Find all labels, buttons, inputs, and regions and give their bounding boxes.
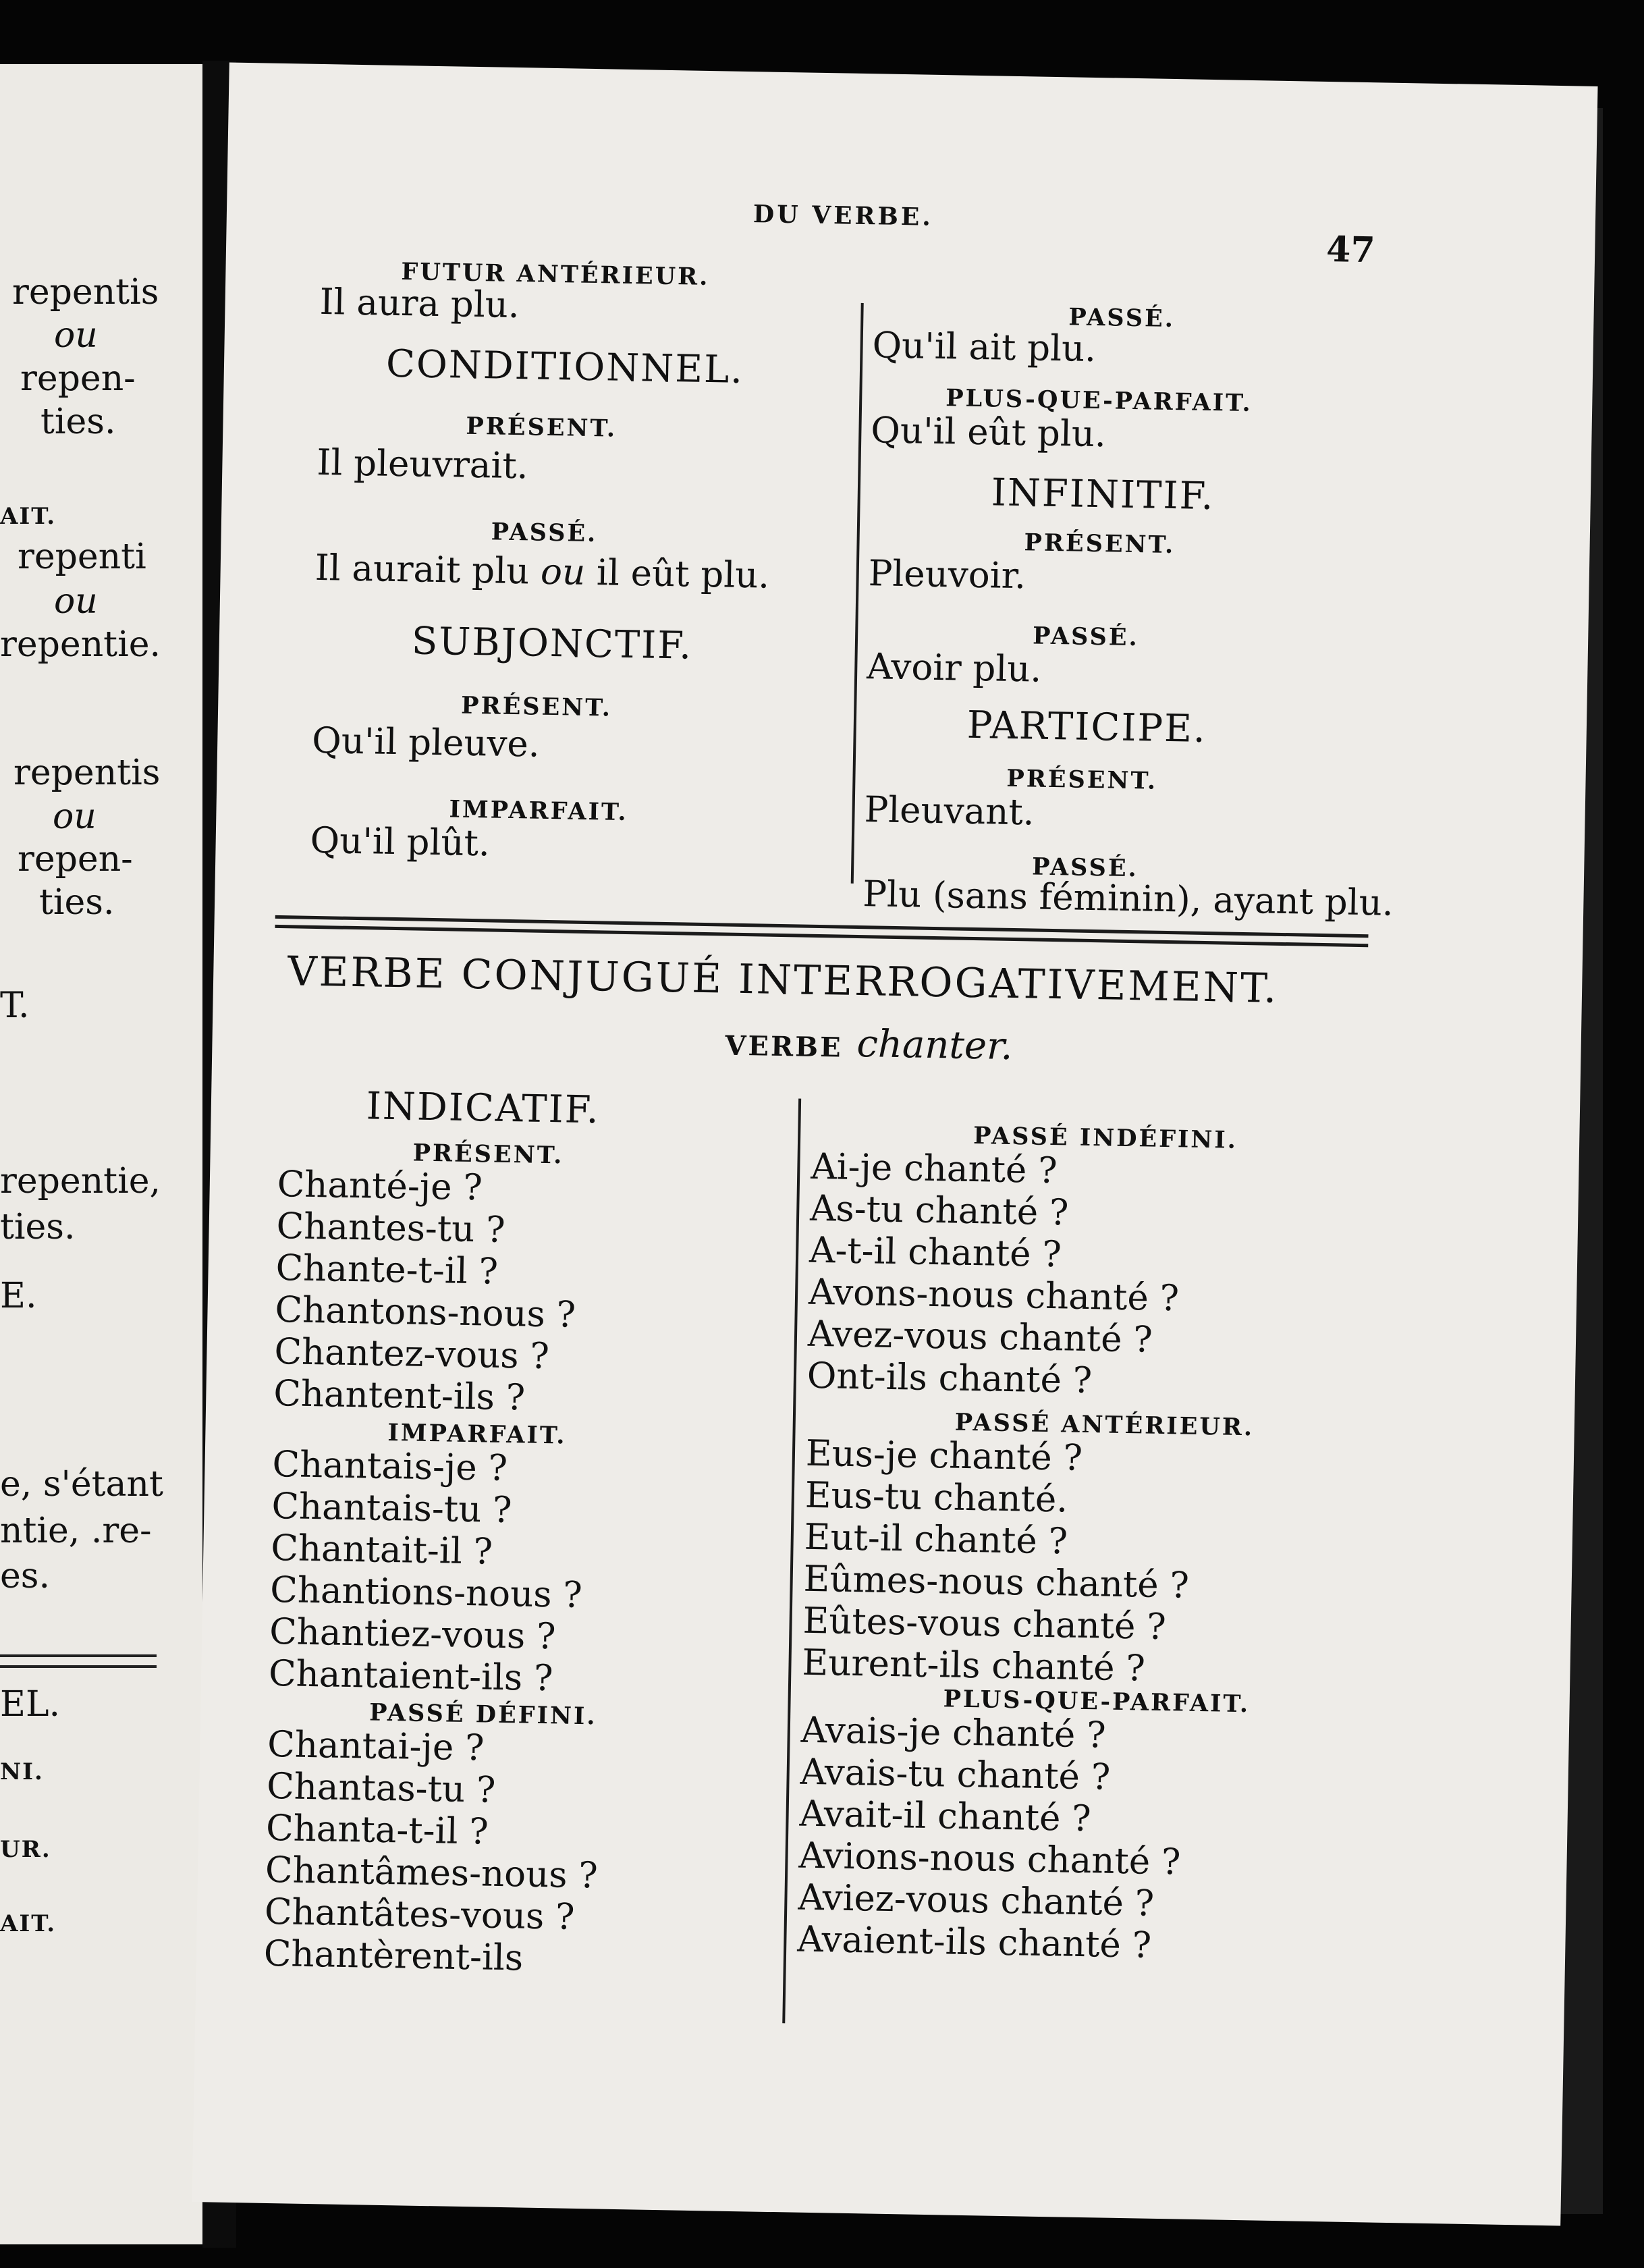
conjugation-line: Chantaient-ils ? (268, 1652, 553, 1700)
subjonctif-present-heading: PRÉSENT. (460, 691, 613, 722)
conjugation-line: Aviez-vous chanté ? (797, 1877, 1155, 1924)
conjugation-line: Chantai-je ? (267, 1723, 485, 1769)
left-line: ou (53, 796, 97, 837)
conjugation-line: Chantent-ils ? (273, 1372, 526, 1419)
conjugation-line: Chantait-il ? (270, 1527, 493, 1573)
page-number: 47 (1325, 228, 1376, 271)
left-line: AIT. (0, 503, 57, 530)
conditionnel-present-line: Il pleuvrait. (316, 441, 529, 487)
conjugation-line: Chantez-vous ? (273, 1331, 550, 1378)
left-line: es. (0, 1556, 50, 1596)
infinitif-present-heading: PRÉSENT. (1024, 529, 1176, 560)
conditionnel-passe-heading: PASSÉ. (491, 518, 598, 548)
indicatif-heading: INDICATIF. (366, 1084, 601, 1133)
conjugation-line: Avais-je chanté ? (800, 1709, 1107, 1756)
conjugation-line: Eut-il chanté ? (804, 1516, 1068, 1563)
left-line: ou (54, 581, 98, 622)
participe-heading: PARTICIPE. (966, 703, 1207, 751)
conjugation-line: Ont-ils chanté ? (806, 1355, 1093, 1402)
conjugation-line: Avais-tu chanté ? (800, 1751, 1111, 1798)
section-title: VERBE CONJUGUÉ INTERROGATIVEMENT. (287, 948, 1279, 1013)
participe-present-line: Pleuvant. (864, 789, 1035, 834)
futur-anterieur-heading: FUTUR ANTÉRIEUR. (401, 258, 710, 292)
conjugation-line: Chantions-nous ? (269, 1569, 583, 1617)
conjugation-line: Chantâtes-vous ? (264, 1891, 576, 1938)
left-line: ties. (40, 402, 116, 442)
left-line: ou (54, 315, 98, 356)
conjugation-line: Avons-nous chanté ? (808, 1271, 1180, 1320)
subjonctif-present-line: Qu'il pleuve. (311, 720, 541, 765)
column-divider (851, 303, 864, 884)
pqp-heading: PLUS-QUE-PARFAIT. (945, 384, 1253, 418)
subjonctif-heading: SUBJONCTIF. (411, 619, 693, 668)
left-line: AIT. (0, 1910, 57, 1937)
conjugation-line: As-tu chanté ? (809, 1187, 1069, 1234)
left-line: UR. (0, 1836, 51, 1863)
passe-anterieur-list (802, 1433, 1192, 1691)
left-divider (0, 1654, 157, 1657)
left-line: repenti (18, 537, 146, 577)
conjugation-line: Chanta-t-il ? (265, 1807, 489, 1853)
conjugation-line: Chantais-je ? (272, 1443, 508, 1490)
left-line: repentie. (0, 624, 161, 665)
conjugation-line: Avions-nous chanté ? (798, 1835, 1181, 1883)
imparfait-indicatif-heading: IMPARFAIT. (387, 1418, 567, 1450)
passe-defini-heading: PASSÉ DÉFINI. (368, 1698, 597, 1731)
conjugation-line: Ai-je chanté ? (810, 1145, 1058, 1192)
conjugation-line: Chante-t-il ? (275, 1247, 499, 1293)
passe-anterieur-heading: PASSÉ ANTÉRIEUR. (954, 1408, 1255, 1442)
conjugation-line: Chantais-tu ? (271, 1485, 513, 1532)
conjugation-line: Chantas-tu ? (266, 1765, 496, 1811)
participe-present-heading: PRÉSENT. (1006, 764, 1158, 795)
conjugation-line: Chantiez-vous ? (269, 1611, 557, 1658)
conditionnel-heading: CONDITIONNEL. (385, 342, 744, 392)
participe-passe-line: Plu (sans féminin), ayant plu. (862, 873, 1394, 924)
passe-indefini-heading: PASSÉ INDÉFINI. (972, 1122, 1238, 1154)
left-line: T. (0, 986, 30, 1026)
imparfait-heading: IMPARFAIT. (449, 795, 629, 827)
left-line: repen- (18, 839, 133, 880)
main-page (192, 63, 1597, 2226)
pqp-list (797, 1710, 1183, 1968)
conjugation-line: Eurent-ils chanté ? (802, 1642, 1146, 1690)
passe-indefini-list (806, 1146, 1181, 1404)
participe-passe-heading: PASSÉ. (1031, 853, 1139, 883)
indicatif-present-heading: PRÉSENT. (412, 1139, 564, 1170)
infinitif-heading: INFINITIF. (991, 470, 1215, 519)
conjugation-line: Chanté-je ? (277, 1164, 483, 1209)
infinitif-passe-heading: PASSÉ. (1032, 622, 1140, 652)
conditionnel-present-heading: PRÉSENT. (466, 412, 618, 443)
left-line: e, s'étant (0, 1464, 163, 1505)
subj-passe-heading: PASSÉ. (1068, 303, 1176, 333)
conjugation-line: Eus-je chanté ? (805, 1432, 1083, 1479)
conjugation-line: Chantèrent-ils (263, 1933, 524, 1979)
left-line: NI. (0, 1758, 44, 1785)
left-line: repen- (20, 358, 136, 399)
left-line: repentis (12, 272, 159, 313)
subj-passe-line: Qu'il ait plu. (872, 325, 1097, 371)
ou-italic: ou (540, 551, 586, 593)
imparfait-list (269, 1444, 585, 1700)
left-line: repentie, (0, 1161, 161, 1202)
conjugation-line: Avaient-ils chanté ? (796, 1918, 1152, 1966)
conjugation-line: Avez-vous chanté ? (807, 1313, 1153, 1361)
left-line: EL. (0, 1684, 61, 1725)
passe-defini-list (263, 1724, 600, 1981)
conjugation-line: Chantâmes-nous ? (265, 1849, 599, 1897)
previous-page (0, 64, 215, 2244)
conjugation-line: Chantes-tu ? (276, 1206, 506, 1251)
conjugation-line: Eûmes-nous chanté ? (803, 1558, 1190, 1606)
left-line: ties. (0, 1207, 76, 1247)
conjugation-line: Eus-tu chanté. (804, 1474, 1068, 1521)
pqp-line: Qu'il eût plu. (870, 410, 1107, 456)
infinitif-present-line: Pleuvoir. (868, 553, 1026, 597)
conjugation-line: Avait-il chanté ? (799, 1793, 1092, 1840)
pqp-indicatif-heading: PLUS-QUE-PARFAIT. (943, 1685, 1251, 1719)
conjugation-line: Chantons-nous ? (275, 1289, 576, 1336)
section-subtitle-label: VERBE (725, 1029, 843, 1064)
left-line: ties. (39, 882, 115, 923)
futur-anterieur-line: Il aura plu. (319, 281, 520, 327)
indicatif-present-list (273, 1164, 578, 1420)
conditionnel-passe-line: Il aurait plu ou il eût plu. (314, 547, 770, 597)
running-head: DU VERBE. (752, 200, 934, 232)
imparfait-line: Qu'il plût. (310, 819, 491, 865)
section-subtitle-verb: chanter. (856, 1021, 1014, 1069)
left-line: ntie, .re- (0, 1511, 152, 1551)
left-line: repentis (13, 753, 161, 793)
conjugation-line: Eûtes-vous chanté ? (802, 1600, 1167, 1648)
left-line: E. (0, 1276, 37, 1316)
conjugation-line: A-t-il chanté ? (809, 1229, 1062, 1276)
infinitif-passe-line: Avoir plu. (866, 646, 1042, 691)
left-divider (0, 1665, 157, 1668)
